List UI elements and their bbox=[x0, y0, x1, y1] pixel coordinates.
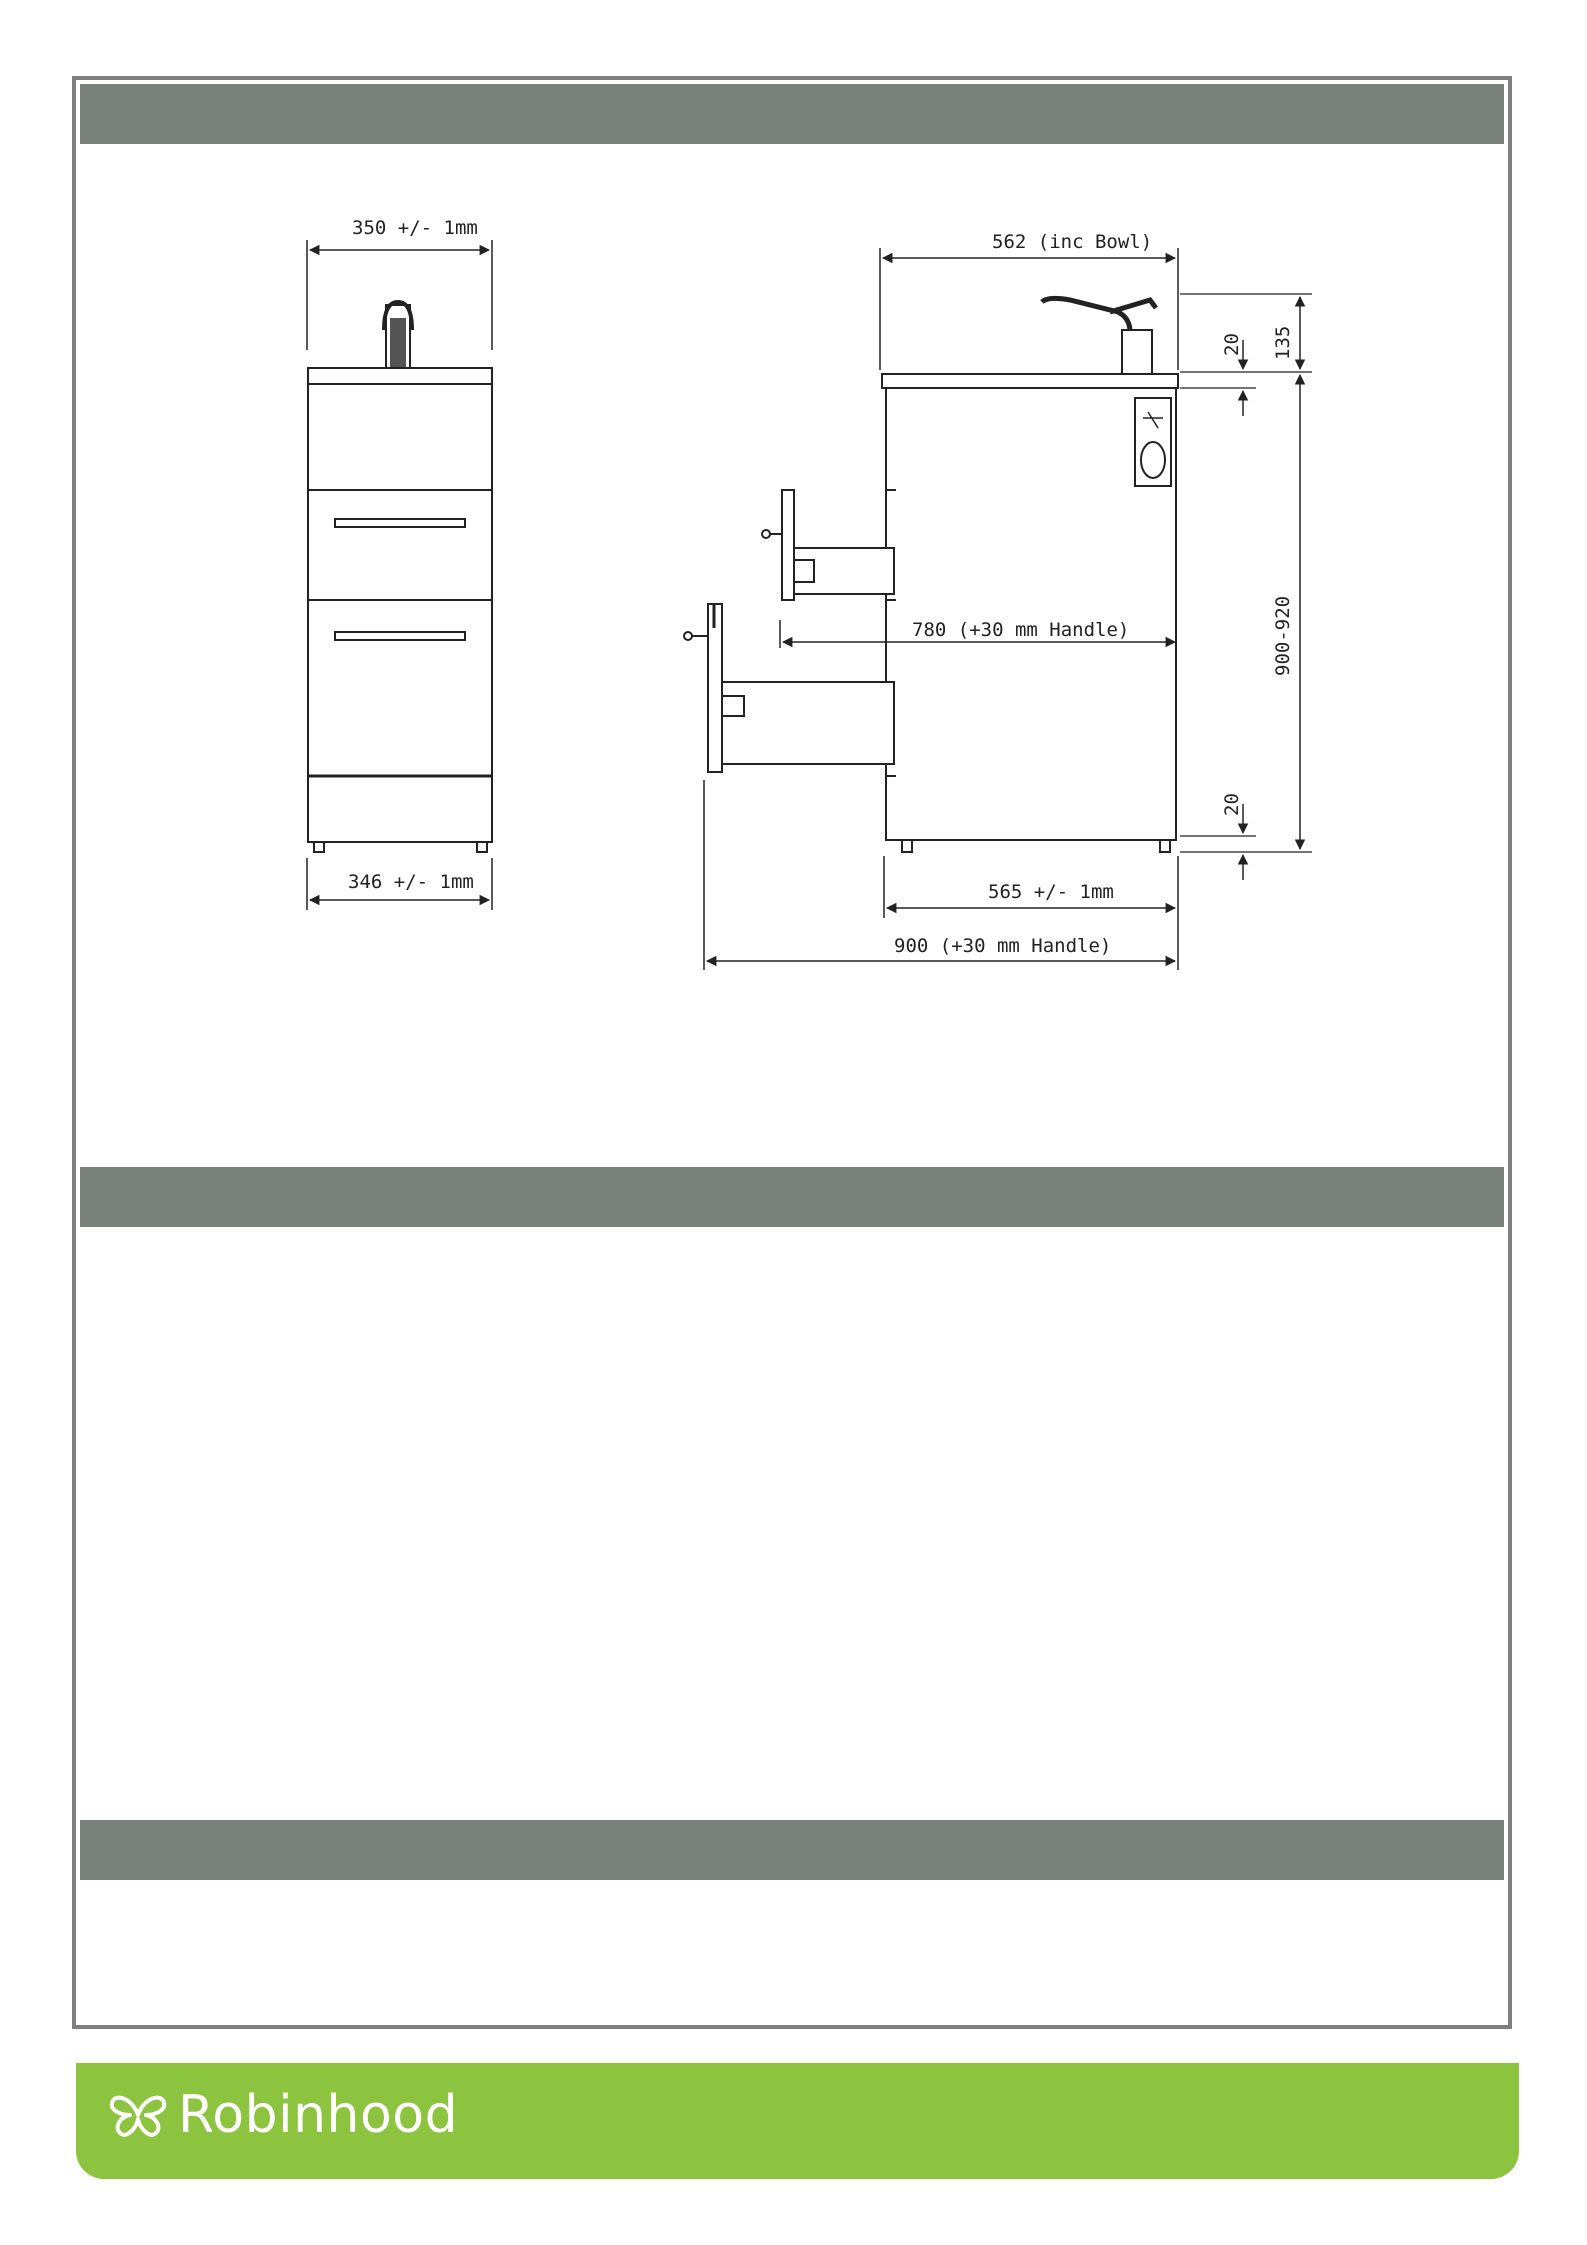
brand-footer bbox=[76, 2063, 1519, 2179]
dim-tap-height: 135 bbox=[1272, 325, 1294, 360]
dim-carcass-depth: 565 +/- 1mm bbox=[988, 881, 1114, 903]
dim-side-width-inc-bowl: 562 (inc Bowl) bbox=[992, 231, 1153, 253]
front-view bbox=[307, 240, 492, 910]
brand-logo bbox=[106, 2085, 458, 2145]
dim-plinth-height: 20 bbox=[1221, 793, 1243, 816]
dim-lower-drawer-open: 900 (+30 mm Handle) bbox=[894, 935, 1112, 957]
butterfly-icon bbox=[106, 2089, 170, 2141]
dim-front-top-width: 350 +/- 1mm bbox=[352, 217, 478, 239]
dim-front-base-width: 346 +/- 1mm bbox=[348, 871, 474, 893]
header-band-middle bbox=[80, 1167, 1504, 1227]
header-band-bottom bbox=[80, 1820, 1504, 1880]
dim-worktop-thickness: 20 bbox=[1221, 333, 1243, 356]
dim-upper-drawer-open: 780 (+30 mm Handle) bbox=[912, 619, 1130, 641]
side-view bbox=[684, 248, 1312, 970]
dim-overall-height: 900-920 bbox=[1272, 595, 1294, 676]
brand-name: Robinhood bbox=[178, 2085, 459, 2145]
